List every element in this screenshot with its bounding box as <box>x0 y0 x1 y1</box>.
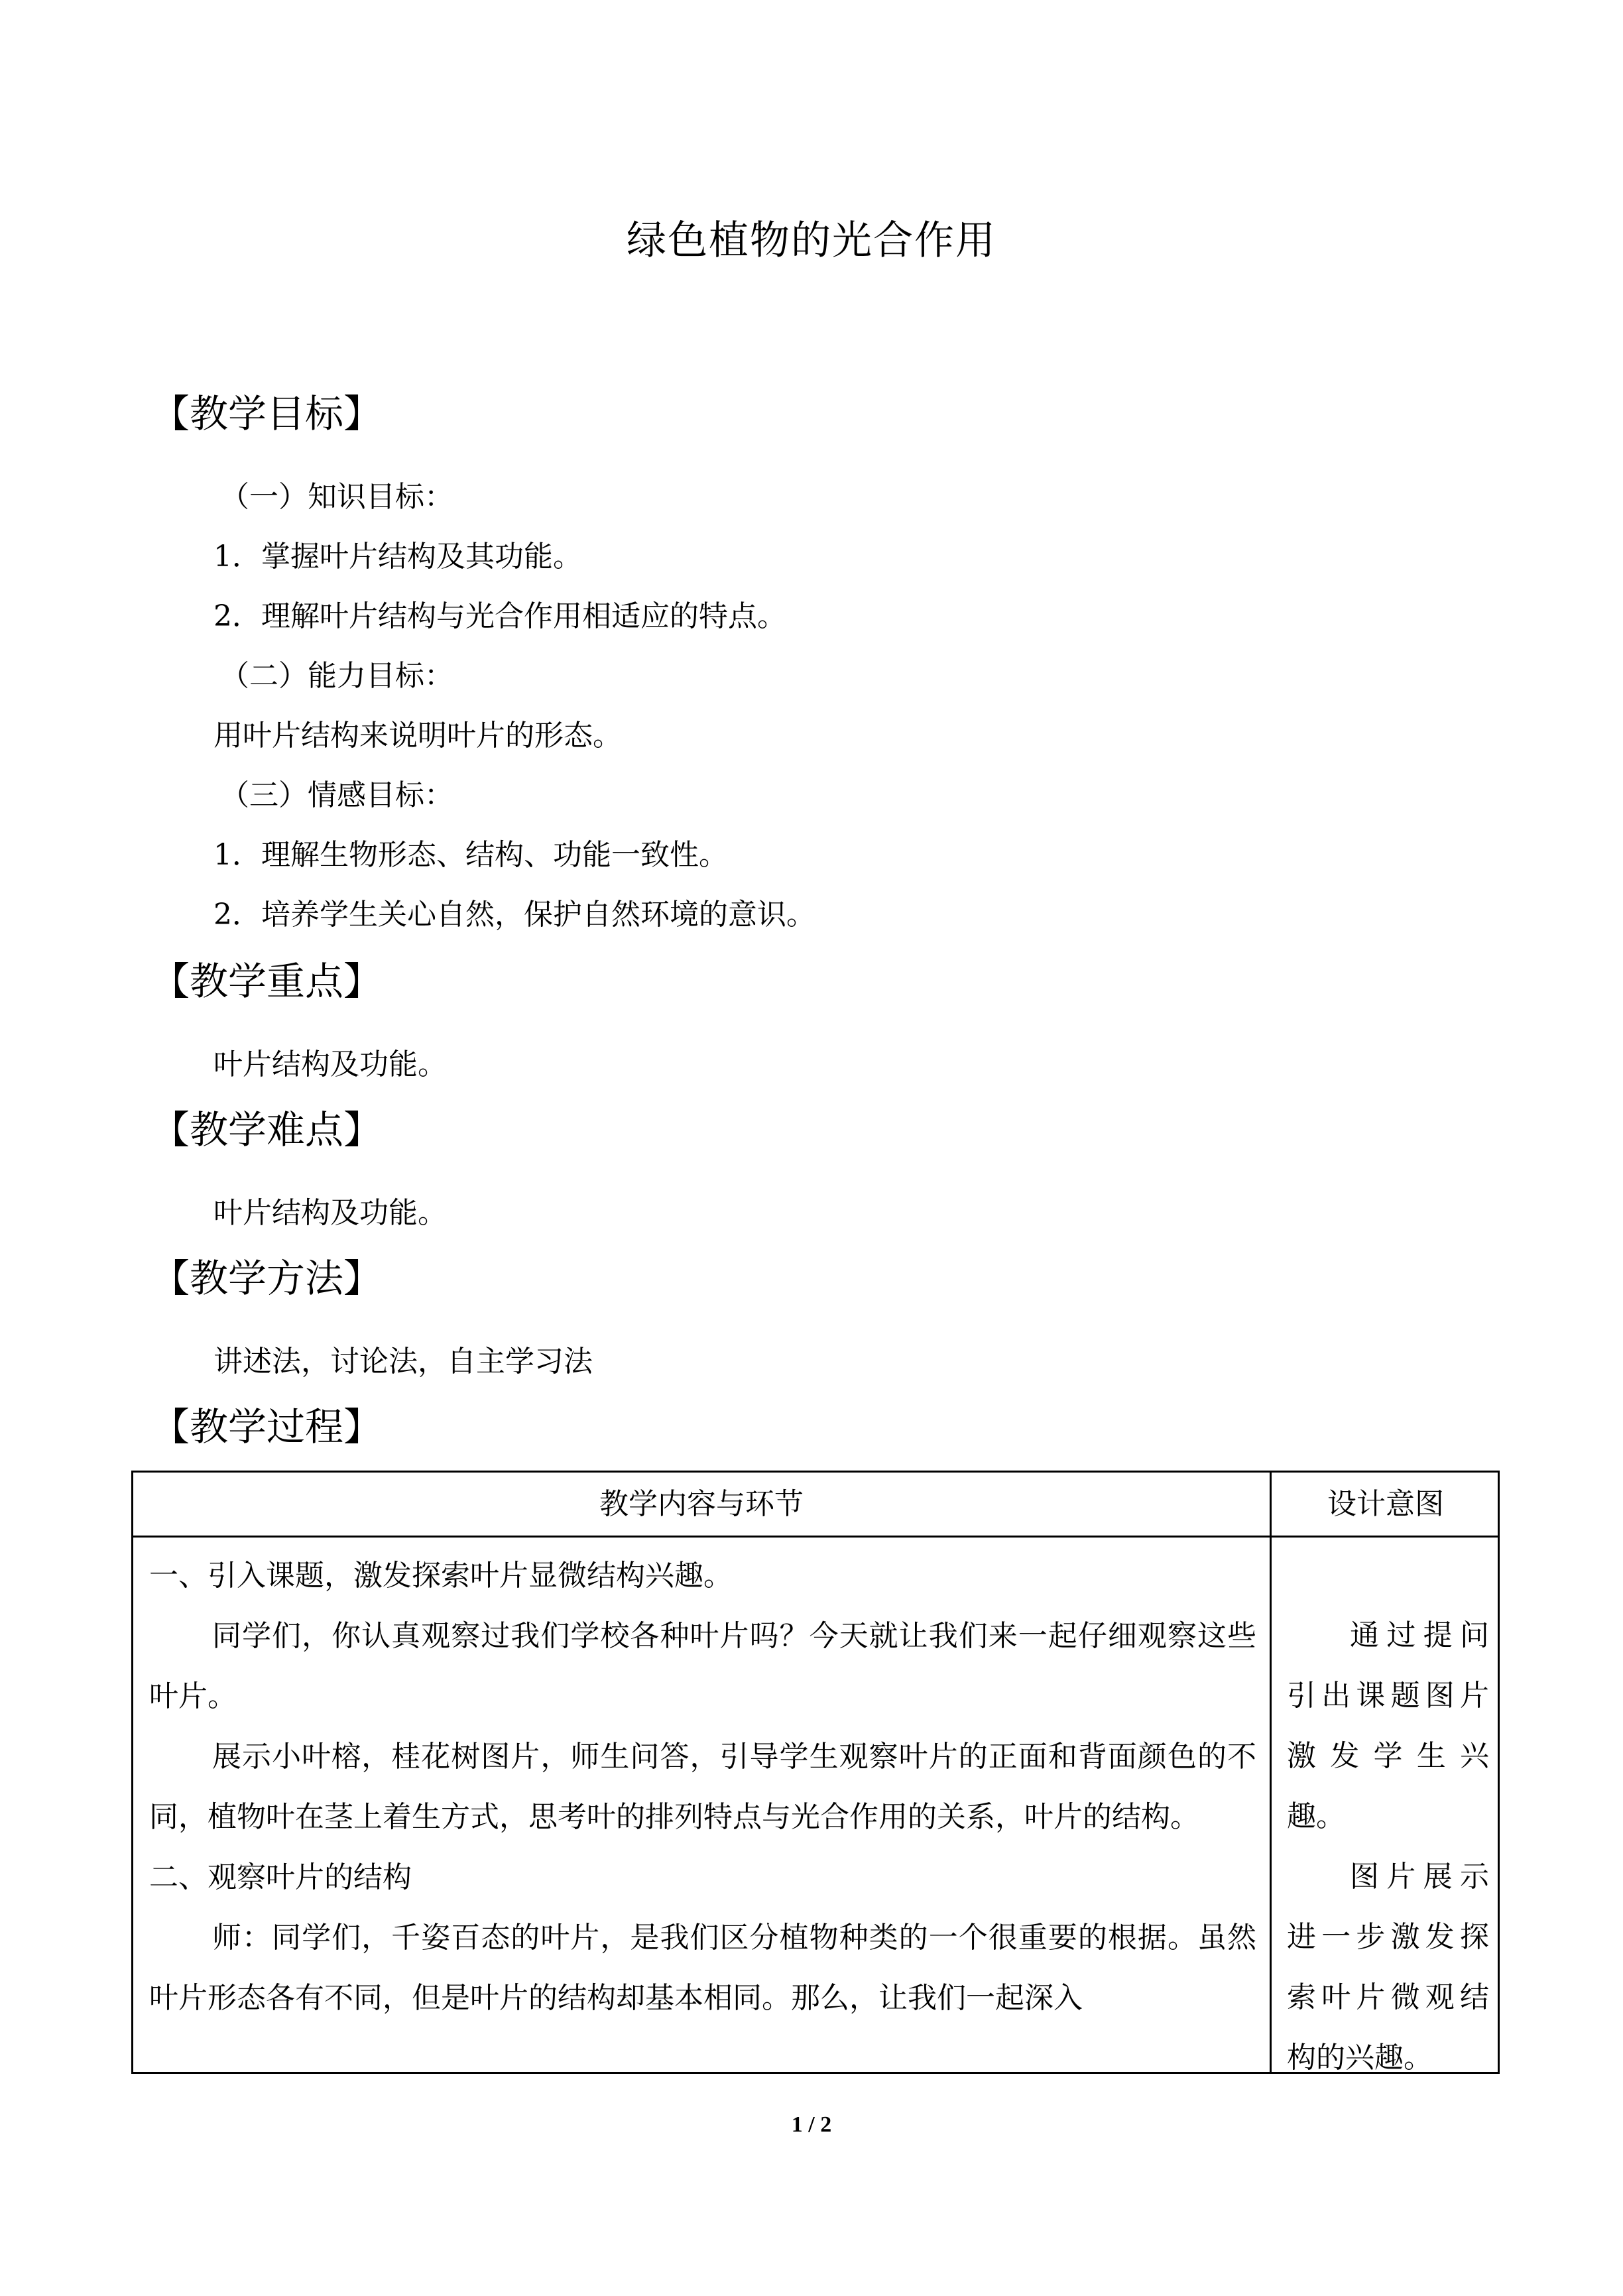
section-heading-key-points: 【教学重点】 <box>151 959 383 1004</box>
table-column-divider <box>1270 1473 1272 2072</box>
table-header-content: 教学内容与环节 <box>599 1487 804 1521</box>
table-cell-design <box>1287 1605 1489 2088</box>
step1-paragraph-2: 展示小叶榕，桂花树图片，师生问答，引导学生观察叶片的正面和背面颜色的不同，植物叶在茎上着生方式，思考叶的排列特点与光合作用的关系，叶片的结构。 <box>149 1740 1256 1834</box>
teaching-process-table <box>131 1471 1500 2074</box>
page-number: 1 / 2 <box>791 2112 832 2137</box>
knowledge-objective-2: 2．理解叶片结构与光合作用相适应的特点。 <box>213 599 786 633</box>
key-points-text: 叶片结构及功能。 <box>213 1048 447 1081</box>
knowledge-objectives-label: （一）知识目标： <box>220 480 453 514</box>
ability-objective-1: 用叶片结构来说明叶片的形态。 <box>213 719 622 753</box>
section-heading-methods: 【教学方法】 <box>151 1256 383 1301</box>
table-cell-content <box>149 1545 1256 2028</box>
knowledge-objective-1: 1．掌握叶片结构及其功能。 <box>213 540 582 574</box>
step1-paragraph-1: 同学们，你认真观察过我们学校各种叶片吗？今天就让我们来一起仔细观察这些叶片。 <box>149 1619 1256 1713</box>
step2-title: 二、观察叶片的结构 <box>149 1860 412 1894</box>
step2-paragraph-1: 师：同学们，千姿百态的叶片，是我们区分植物种类的一个很重要的根据。虽然叶片形态各有不同，但是叶片的结构却基本相同。那么，让我们一起深入 <box>149 1921 1256 2015</box>
step1-title: 一、引入课题，激发探索叶片显微结构兴趣。 <box>149 1559 733 1593</box>
emotion-objectives-label: （三）情感目标： <box>220 778 453 812</box>
page-title: 绿色植物的光合作用 <box>627 217 996 264</box>
section-heading-objectives: 【教学目标】 <box>151 391 383 436</box>
emotion-objective-2: 2．培养学生关心自然，保护自然环境的意识。 <box>213 898 815 932</box>
difficulties-text: 叶片结构及功能。 <box>213 1196 447 1230</box>
methods-text: 讲述法，讨论法，自主学习法 <box>213 1345 593 1378</box>
section-heading-process: 【教学过程】 <box>151 1404 383 1449</box>
section-heading-difficulties: 【教学难点】 <box>151 1107 383 1152</box>
emotion-objective-1: 1．理解生物形态、结构、功能一致性。 <box>213 838 728 872</box>
design-note-2: 图片展示进一步激发探索叶片微观结构的兴趣。 <box>1287 1860 1489 2075</box>
design-note-1: 通过提问引出课题图片激发学生兴趣。 <box>1287 1618 1489 1833</box>
table-header-divider <box>133 1536 1498 1538</box>
table-header-design: 设计意图 <box>1327 1487 1444 1521</box>
ability-objectives-label: （二）能力目标： <box>220 659 453 693</box>
